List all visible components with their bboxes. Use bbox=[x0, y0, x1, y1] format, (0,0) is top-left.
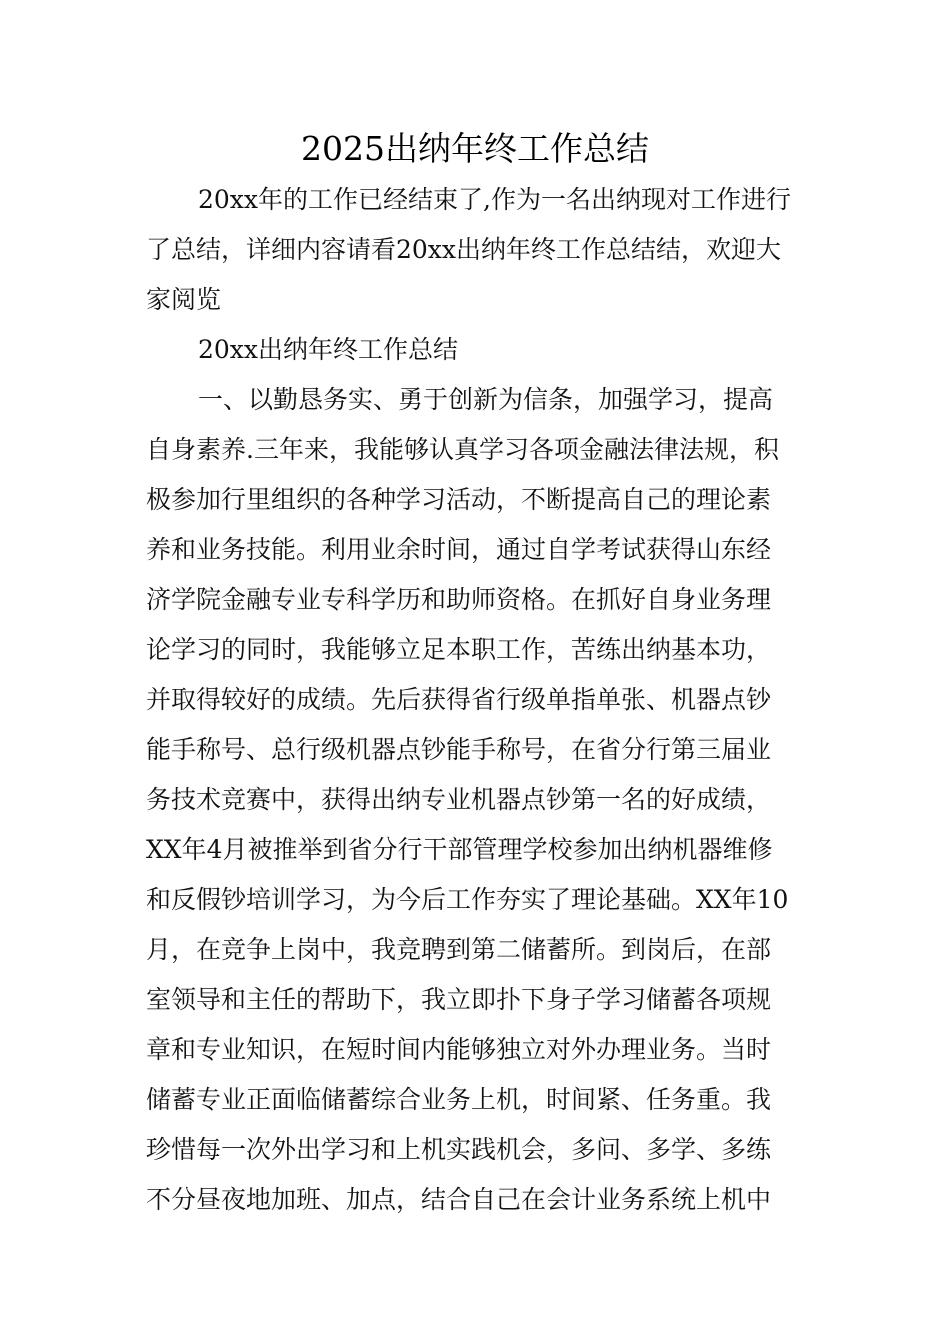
section-heading bbox=[0, 330, 950, 370]
body-line bbox=[0, 930, 950, 970]
body-line-text: 月，在竞争上岗中，我竞聘到第二储蓄所。到岗后，在部 bbox=[146, 935, 772, 964]
body-line-text: 储蓄专业正面临储蓄综合业务上机，时间紧、任务重。我 bbox=[146, 1085, 772, 1114]
body-line-text: 养和业务技能。利用业余时间，通过自学考试获得山东经 bbox=[146, 535, 772, 564]
section-heading-text: 20xx出纳年终工作总结 bbox=[198, 335, 459, 364]
body-line-text: 论学习的同时，我能够立足本职工作，苦练出纳基本功， bbox=[146, 635, 772, 664]
intro-line bbox=[0, 180, 950, 220]
intro-line-text: 家阅览 bbox=[146, 285, 222, 314]
body-line bbox=[0, 780, 950, 820]
body-line-text: 珍惜每一次外出学习和上机实践机会，多问、多学、多练 bbox=[146, 1135, 772, 1164]
body-line bbox=[0, 630, 950, 670]
document-title: 2025出纳年终工作总结 bbox=[301, 129, 649, 168]
intro-line bbox=[0, 280, 950, 320]
body-line bbox=[0, 530, 950, 570]
body-line bbox=[0, 730, 950, 770]
intro-line-text: 20xx年的工作已经结束了,作为一名出纳现对工作进行 bbox=[198, 185, 791, 214]
intro-line-text: 了总结，详细内容请看20xx出纳年终工作总结结，欢迎大 bbox=[146, 235, 782, 264]
body-line bbox=[0, 430, 950, 470]
body-line-text: 济学院金融专业专科学历和助师资格。在抓好自身业务理 bbox=[146, 585, 772, 614]
body-line-text: 极参加行里组织的各种学习活动，不断提高自己的理论素 bbox=[146, 485, 772, 514]
body-line-text: 室领导和主任的帮助下，我立即扑下身子学习储蓄各项规 bbox=[146, 985, 772, 1014]
body-line bbox=[0, 580, 950, 620]
intro-line bbox=[0, 230, 950, 270]
body-line-text: XX年4月被推举到省分行干部管理学校参加出纳机器维修 bbox=[146, 835, 773, 864]
body-line bbox=[0, 1180, 950, 1220]
body-line-text: 不分昼夜地加班、加点，结合自己在会计业务系统上机中 bbox=[146, 1185, 772, 1214]
body-line bbox=[0, 680, 950, 720]
body-line bbox=[0, 380, 950, 420]
body-line bbox=[0, 1080, 950, 1120]
body-line bbox=[0, 1130, 950, 1170]
body-line-text: 自身素养.三年来，我能够认真学习各项金融法律法规，积 bbox=[146, 435, 779, 464]
body-line-text: 能手称号、总行级机器点钞能手称号，在省分行第三届业 bbox=[146, 735, 772, 764]
body-line bbox=[0, 1030, 950, 1070]
body-line bbox=[0, 480, 950, 520]
body-line bbox=[0, 980, 950, 1020]
body-line-text: 并取得较好的成绩。先后获得省行级单指单张、机器点钞 bbox=[146, 685, 772, 714]
body-line-text: 章和专业知识，在短时间内能够独立对外办理业务。当时 bbox=[146, 1035, 772, 1064]
body-line-text: 一、以勤恳务实、勇于创新为信条，加强学习，提高 bbox=[198, 385, 774, 414]
body-line bbox=[0, 880, 950, 920]
body-line bbox=[0, 830, 950, 870]
body-line-text: 务技术竞赛中，获得出纳专业机器点钞第一名的好成绩， bbox=[146, 785, 772, 814]
body-line-text: 和反假钞培训学习，为今后工作夯实了理论基础。XX年10 bbox=[146, 885, 789, 914]
